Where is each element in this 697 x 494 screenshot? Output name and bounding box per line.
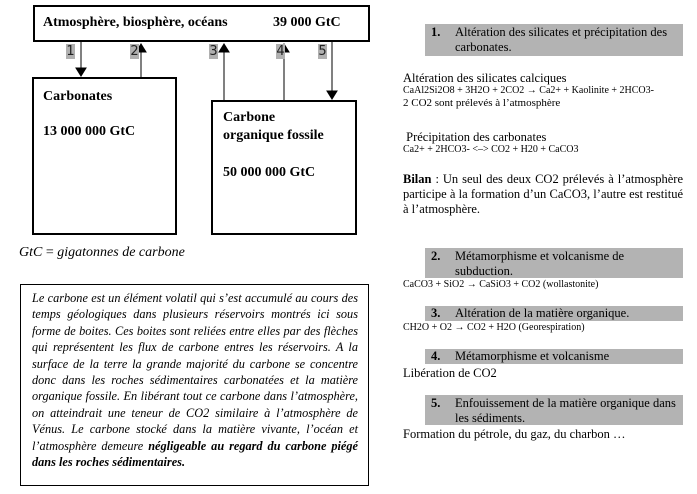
- section-2-number: 2.: [431, 249, 441, 263]
- section-4-body: Libération de CO2: [403, 366, 497, 380]
- arrow-number-2: 2: [130, 44, 139, 59]
- fossil-value: 50 000 000 GtC: [223, 165, 316, 180]
- section-1-sub1-title: Altération des silicates calciques: [403, 71, 567, 85]
- arrow-number-1: 1: [66, 44, 75, 59]
- explanation-text: [32, 290, 358, 470]
- arrow-1: [76, 42, 86, 76]
- section-1-sub1-eq: CaAl2Si2O8 + 3H2O + 2CO2 → Ca2+ + Kaolinite + 2HCO3-: [403, 85, 654, 96]
- atmosphere-label: Atmosphère, biosphère, océans: [43, 15, 228, 30]
- arrow-5: [327, 42, 337, 99]
- section-1-number: 1.: [431, 25, 441, 39]
- section-3-header: [425, 306, 683, 321]
- section-1-sub2-eq: Ca2+ + 2HCO3- <–> CO2 + H20 + CaCO3: [403, 144, 579, 155]
- fossil-label-line2: organique fossile: [223, 128, 324, 143]
- explanation-bold: négligeable au regard du carbone piégé dans les roches sédimentaires.: [32, 438, 358, 470]
- section-2-title: Métamorphisme et volcanisme de subduction.: [455, 249, 625, 278]
- legend-eq: =: [45, 245, 54, 260]
- bilan-text: : Un seul des deux CO2 prélevés à l’atmosphère participe à la formation d’un CaCO3, l’autre est restitué à l’atmosphère.: [403, 172, 683, 216]
- section-4-header: [425, 349, 683, 364]
- fossil-carbon-box: [211, 100, 357, 235]
- section-3-body: CH2O + O2 → CO2 + H2O (Georespiration): [403, 322, 585, 333]
- section-1-header: [425, 24, 683, 56]
- section-4-title: Métamorphisme et volcanisme: [455, 349, 610, 363]
- arrow-number-3: 3: [209, 44, 218, 59]
- legend-text: gigatonnes de carbone: [57, 245, 185, 260]
- section-1-title: Altération des silicates et précipitation des carbonates.: [455, 25, 668, 54]
- arrow-3: [219, 44, 229, 101]
- section-5-header: [425, 395, 683, 425]
- section-5-title: Enfouissement de la matière organique dans les sédiments.: [455, 396, 676, 425]
- section-1-sub2-title: Précipitation des carbonates: [403, 130, 547, 144]
- legend-abbr: GtC: [19, 245, 43, 260]
- atmosphere-value: 39 000 GtC: [273, 15, 341, 30]
- arrow-number-5: 5: [318, 44, 327, 59]
- bilan-label: Bilan: [403, 172, 432, 186]
- section-3-number: 3.: [431, 306, 441, 320]
- section-3-title: Altération de la matière organique.: [455, 306, 630, 320]
- section-2-header: [425, 248, 683, 278]
- explanation-body: Le carbone est un élément volatil qui s’est accumulé au cours des temps géologiques dans plusieurs réservoirs montrés ici sous forme de boites. Ces boites sont reliées entre elles par des flèches qui représentent les flux de carbone entres les réservoirs. A la surface de la terre la grande majorité du carbone se concentre donc dans les roches sédimentaires carbonatées et la matière organique fossile. En libérant tout ce carbone dans l’atmosphère, on atteindrait une teneur de CO2 similaire à l’atmosphère de Vénus. Le carbone stocké dans la matière vivante, l’océan et l’atmosphère demeure: [32, 291, 358, 453]
- flux-arrows: [0, 0, 400, 110]
- carbonates-value: 13 000 000 GtC: [43, 124, 136, 139]
- explanation-box: [20, 284, 369, 486]
- gtc-legend: [19, 245, 185, 261]
- section-1-sub1-note: 2 CO2 sont prélevés à l’atmosphère: [403, 97, 561, 109]
- section-5-number: 5.: [431, 396, 441, 410]
- section-2-body: CaCO3 + SiO2 → CaSiO3 + CO2 (wollastonite): [403, 279, 599, 290]
- carbonates-label: Carbonates: [43, 89, 113, 104]
- section-4-number: 4.: [431, 349, 441, 363]
- fossil-label-line1: Carbone: [223, 110, 276, 125]
- arrow-number-4: 4: [276, 44, 285, 59]
- section-5-body: Formation du pétrole, du gaz, du charbon …: [403, 427, 626, 441]
- section-1-bilan: [403, 172, 683, 217]
